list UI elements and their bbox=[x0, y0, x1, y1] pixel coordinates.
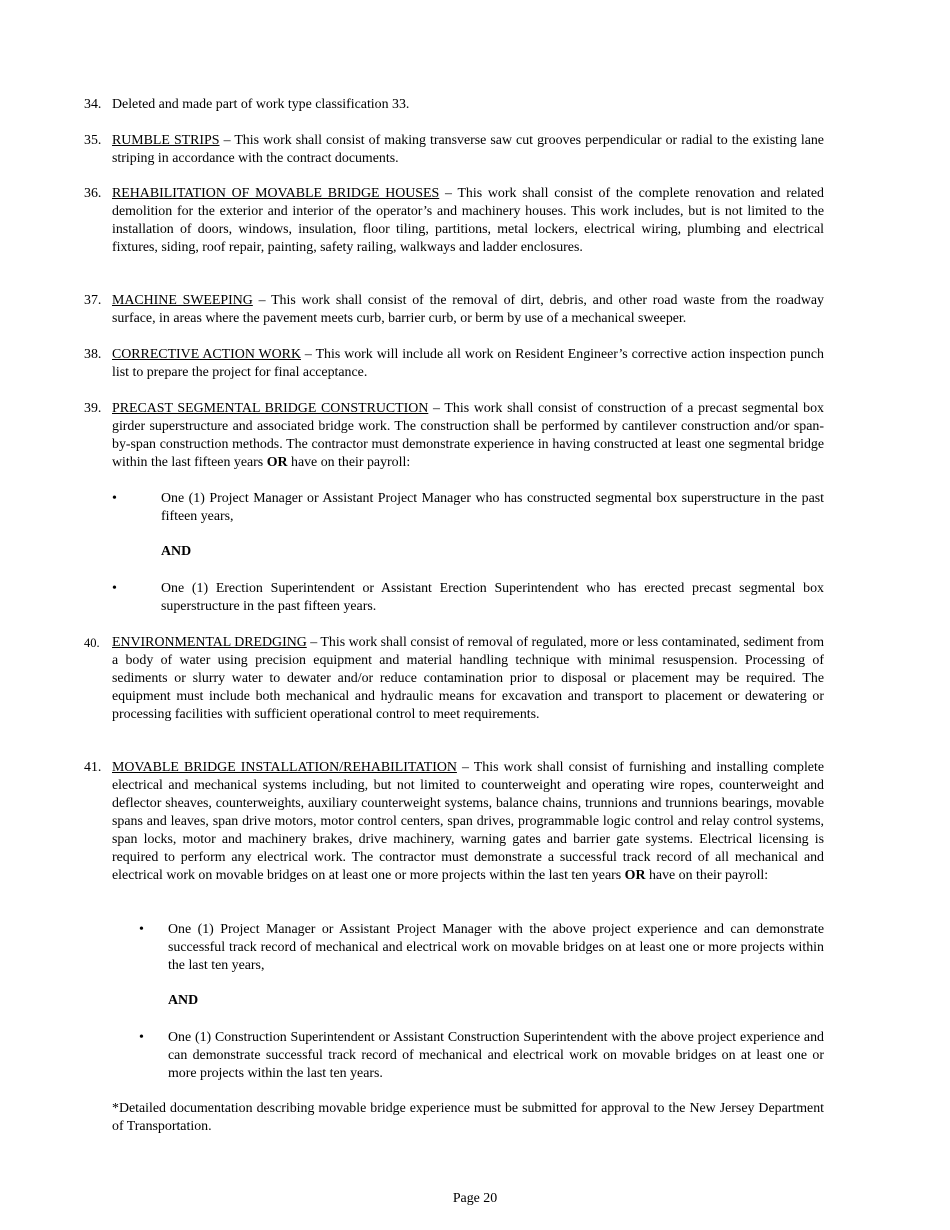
list-item bbox=[139, 1029, 824, 1083]
item-text: Deleted and made part of work type classification 33. bbox=[112, 97, 410, 112]
bullet-icon: • bbox=[139, 922, 144, 937]
item-body bbox=[112, 185, 824, 257]
bullet-text: One (1) Project Manager or Assistant Project Manager who has constructed segmental box superstructure in the past fifteen years, bbox=[161, 491, 824, 524]
conjunction-and: AND bbox=[168, 993, 199, 1008]
item-number: 37. bbox=[84, 293, 102, 308]
item-text: – This work shall consist of removal of regulated, more or less contaminated, sediment from a body of water using precision equipment and material handling technique with minimal resuspension. Processing of sediments or slurry water to dewater and/or reduce contamination prior to disposal or placement may be required. The equipment must include both mechanical and hydraulic means for excavation and transport to placement or dewatering or processing facilities with sufficient operational control to meet requirements. bbox=[112, 635, 825, 722]
bullet-icon: • bbox=[112, 491, 117, 506]
item-body bbox=[112, 346, 824, 382]
bullet-icon: • bbox=[139, 1030, 144, 1045]
item-emphasis: OR bbox=[266, 455, 288, 470]
item-heading: ENVIRONMENTAL DREDGING bbox=[112, 635, 307, 650]
item-text: – This work will include all work on Resident Engineer’s corrective action inspection punch list to prepare the project for final acceptance. bbox=[112, 347, 824, 380]
item-text: – This work shall consist of the removal of dirt, debris, and other road waste from the roadway surface, in areas where the pavement meets curb, barrier curb, or berm by use of a mechanical sweeper. bbox=[112, 293, 825, 326]
list-item bbox=[112, 490, 824, 526]
item-number: 34. bbox=[84, 97, 102, 112]
item-41 bbox=[84, 759, 824, 885]
item-number: 35. bbox=[84, 133, 102, 148]
item-text: – This work shall consist of the complete renovation and related demolition for the exterior and interior of the operator’s and machinery houses. This work includes, but is not limited to the installation of doors, windows, insulation, floor tiling, partitions, metal lockers, electrical wiring, plumbing and electrical fixtures, siding, roof repair, painting, safety railing, walkways and ladder enclosures. bbox=[112, 186, 824, 255]
bullet-icon: • bbox=[112, 581, 117, 596]
item-number: 36. bbox=[84, 186, 102, 201]
item-heading: RUMBLE STRIPS bbox=[112, 133, 220, 148]
item-heading: MOVABLE BRIDGE INSTALLATION/REHABILITATION bbox=[112, 760, 457, 775]
item-emphasis: OR bbox=[624, 868, 646, 883]
item-36 bbox=[84, 185, 824, 257]
item-heading: PRECAST SEGMENTAL BRIDGE CONSTRUCTION bbox=[112, 401, 429, 416]
item-text: – This work shall consist of construction of a precast segmental box girder superstructure and associated bridge work. The construction shall be performed by cantilever construction and/or span-by-span construction methods. The contractor must demonstrate experience in having constructed at least one segmental bridge within the last fifteen years bbox=[112, 401, 824, 470]
list-item bbox=[139, 921, 824, 975]
conjunction-and: AND bbox=[161, 544, 192, 559]
item-body bbox=[112, 292, 824, 328]
page-number: Page 20 bbox=[452, 1191, 498, 1206]
item-number: 39. bbox=[84, 401, 102, 416]
item-body bbox=[112, 132, 824, 168]
item-38 bbox=[84, 346, 824, 382]
bullet-text: One (1) Construction Superintendent or Assistant Construction Superintendent with the above project experience and can demonstrate successful track record of mechanical and electrical work on movable bridges on at least one or more projects within the last ten years. bbox=[168, 1030, 824, 1081]
item-34 bbox=[84, 96, 824, 114]
item-body bbox=[112, 759, 824, 885]
item-40 bbox=[84, 634, 824, 724]
item-number: 41. bbox=[84, 760, 102, 775]
item-heading: REHABILITATION OF MOVABLE BRIDGE HOUSES bbox=[112, 186, 440, 201]
item-body bbox=[112, 400, 824, 472]
bullet-text: One (1) Project Manager or Assistant Project Manager with the above project experience and can demonstrate successful track record of mechanical and electrical work on movable bridges on at least one or more projects within the last ten years, bbox=[168, 922, 824, 973]
item-number: 40. bbox=[84, 636, 100, 650]
item-heading: MACHINE SWEEPING bbox=[112, 293, 253, 308]
bullet-text: One (1) Erection Superintendent or Assistant Erection Superintendent who has erected precast segmental box superstructure in the past fifteen years. bbox=[161, 581, 824, 614]
item-text: – This work shall consist of furnishing and installing complete electrical and mechanical systems including, but not limited to counterweight and operating wire ropes, counterweight and deflector sheaves, counterweights, auxiliary counterweight systems, balance chains, trunnions and trunnions bearings, movable spans and leaves, span drive motors, motor control centers, span drives, programmable logic control and relay control systems, span locks, motor and machinery brakes, drive machinery, warning gates and barrier gate systems. Electrical licensing is required to perform any electrical work. The contractor must demonstrate a successful track record of all mechanical and electrical work on movable bridges on at least one or more projects within the last ten years bbox=[112, 760, 824, 883]
item-37 bbox=[84, 292, 824, 328]
item-text-after: have on their payroll: bbox=[287, 455, 411, 470]
item-body bbox=[112, 634, 824, 724]
list-item bbox=[112, 580, 824, 616]
item-heading: CORRECTIVE ACTION WORK bbox=[112, 347, 301, 362]
item-number: 38. bbox=[84, 347, 102, 362]
item-text: – This work shall consist of making transverse saw cut grooves perpendicular or radial to the existing lane striping in accordance with the contract documents. bbox=[112, 133, 824, 166]
item-35 bbox=[84, 132, 824, 168]
item-text-after: have on their payroll: bbox=[645, 868, 769, 883]
item-39 bbox=[84, 400, 824, 472]
footnote: *Detailed documentation describing movable bridge experience must be submitted for approval to the New Jersey Department of Transportation. bbox=[112, 1101, 824, 1134]
